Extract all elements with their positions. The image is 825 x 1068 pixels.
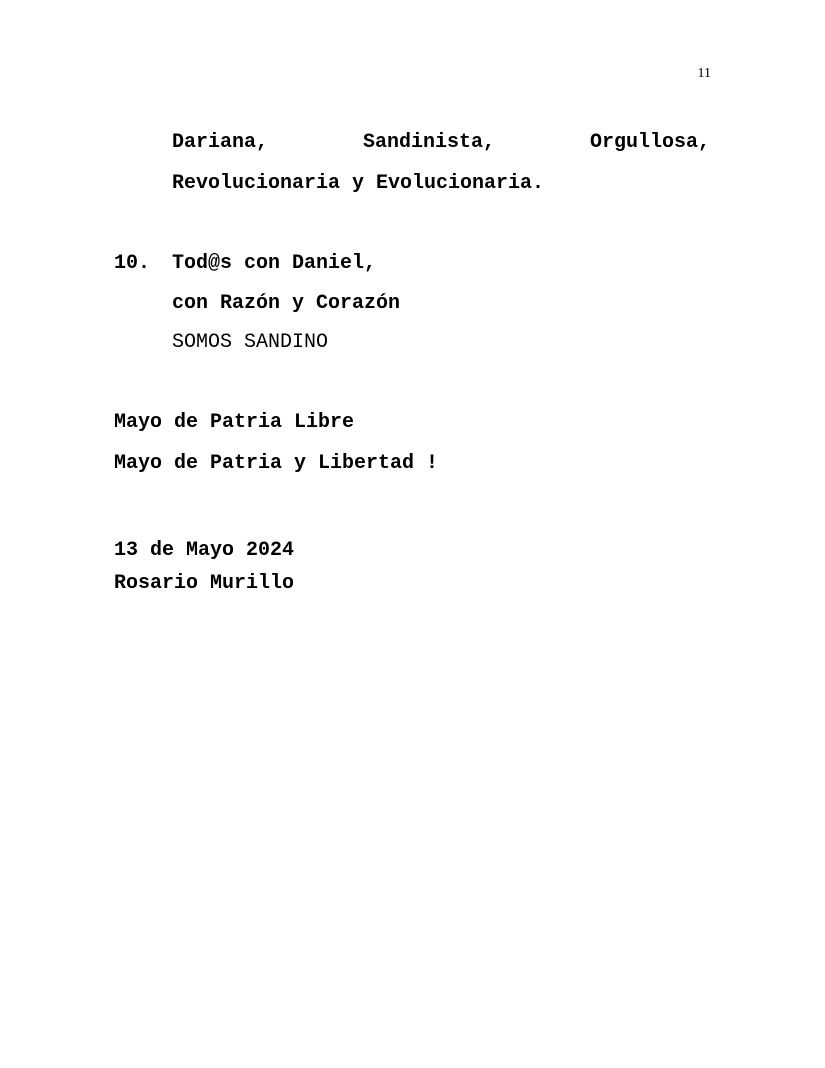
item-10-line-3: SOMOS SANDINO (172, 331, 329, 354)
continuation-line-2: Revolucionaria y Evolucionaria. (172, 172, 545, 195)
word-sandinista: Sandinista, (362, 131, 495, 154)
closing-line-2: Mayo de Patria y Libertad ! (114, 452, 439, 475)
page-number: 11 (697, 66, 711, 81)
signature-date: 13 de Mayo 2024 (114, 539, 295, 562)
word-dariana: Dariana, (172, 131, 269, 154)
word-orgullosa: Orgullosa, (589, 131, 710, 154)
item-10-line-2: con Razón y Corazón (172, 292, 401, 315)
item-10-line-1: Tod@s con Daniel, (172, 252, 377, 275)
signature-name: Rosario Murillo (114, 572, 295, 595)
continuation-line-1 (172, 131, 710, 155)
closing-line-1: Mayo de Patria Libre (114, 411, 355, 434)
item-10-number: 10. (114, 252, 151, 275)
